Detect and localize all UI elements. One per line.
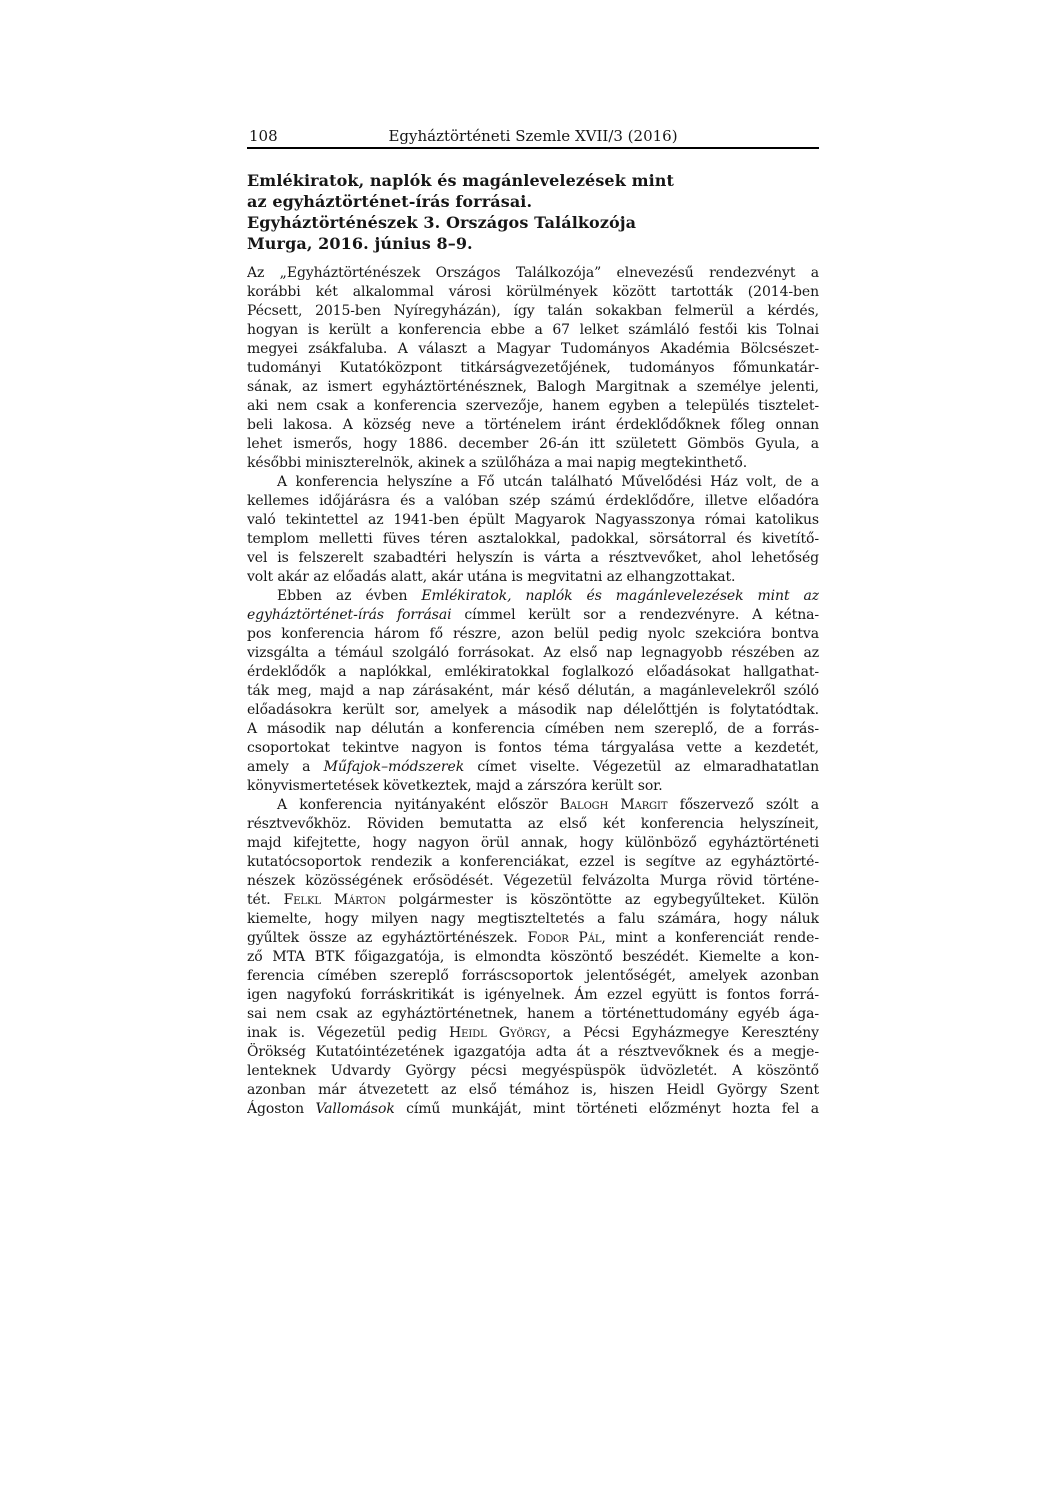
title-line: Murga, 2016. június 8–9. xyxy=(247,234,473,253)
paragraph xyxy=(247,473,819,587)
text-line: Örökség Kutatóintézetének igazgatója adta át a résztvevőknek és a megje- xyxy=(247,1044,819,1060)
text-line: majd kifejtette, hogy nagyon örül annak, hogy különböző egyháztörténeti xyxy=(247,835,819,851)
text-line: érdeklődők a naplókkal, emlékiratokkal foglalkozó előadásokat hallgathat- xyxy=(247,664,819,680)
article-title xyxy=(247,170,819,254)
text-line: tudományi Kutatóközpont titkárságvezetőjének, tudományos főmunkatár- xyxy=(247,360,819,376)
text-line: kutatócsoportok rendezik a konferenciákat, ezzel is segítve az egyháztörté- xyxy=(247,854,819,870)
text-line: kiemelte, hogy milyen nagy megtiszteltetés a falu számára, hogy náluk xyxy=(247,911,819,927)
text-line: korábbi két alkalommal városi körülmények között tartották (2014-ben xyxy=(247,284,819,300)
text-line: Ebben az évben Emlékiratok, naplók és magánlevelezések mint az xyxy=(277,588,819,604)
text-line: hogyan is került a konferencia ebbe a 67 lelket számláló festői kis Tolnai xyxy=(247,322,819,338)
text-line: való tekintettel az 1941-ben épült Magyarok Nagyasszonya római katolikus xyxy=(247,512,819,528)
text-line: lehet ismerős, hogy 1886. december 26-án itt született Gömbös Gyula, a xyxy=(247,436,819,452)
header-rule xyxy=(247,147,819,149)
text-line: sai nem csak az egyháztörténetnek, hanem a történettudomány egyéb ága- xyxy=(247,1006,819,1022)
text-line: lenteknek Udvardy György pécsi megyéspüspök üdvözletét. A köszöntő xyxy=(247,1063,819,1079)
text-line: tét. Felkl Márton polgármester is köszöntötte az egybegyűlteket. Külön xyxy=(247,892,819,908)
text-line: egyháztörténet-írás forrásai címmel került sor a rendezvényre. A kétna- xyxy=(247,607,819,623)
text-line: Pécsett, 2015-ben Nyíregyházán), így talán sokakban felmerül a kérdés, xyxy=(247,303,819,319)
text-line: gyűltek össze az egyháztörténészek. Fodor Pál, mint a konferenciát rende- xyxy=(247,930,819,946)
page-number: 108 xyxy=(249,127,278,145)
text-line: beli lakosa. A község neve a történelem iránt érdeklődőknek főleg onnan xyxy=(247,417,819,433)
text-line: A második nap délután a konferencia címében nem szereplő, de a forrás- xyxy=(247,721,819,737)
text-line: A konferencia helyszíne a Fő utcán található Művelődési Ház volt, de a xyxy=(277,474,819,490)
text-line: résztvevőkhöz. Röviden bemutatta az első két konferencia helyszíneit, xyxy=(247,816,819,832)
text-line: igen nagyfokú forráskritikát is igényelnek. Ám ezzel együtt is fontos forrá- xyxy=(247,987,819,1003)
title-line: Egyháztörténészek 3. Országos Találkozója xyxy=(247,213,637,232)
paragraph xyxy=(247,587,819,796)
text-line: könyvismertetések következtek, majd a zárszóra került sor. xyxy=(247,778,663,794)
page xyxy=(247,126,819,1119)
text-line: aki nem csak a konferencia szervezője, hanem egyben a település tisztelet- xyxy=(247,398,819,414)
text-line: nészek közösségének erősödését. Végezetül felvázolta Murga rövid történe- xyxy=(247,873,819,889)
text-line: amely a Műfajok–módszerek címet viselte. Végezetül az elmaradhatatlan xyxy=(247,759,819,775)
paragraph xyxy=(247,264,819,473)
text-line: későbbi miniszterelnök, akinek a szülőháza a mai napig megtekinthető. xyxy=(247,455,748,471)
text-line: azonban már átvezetett az első témához is, hiszen Heidl György Szent xyxy=(247,1082,819,1098)
title-line: Emlékiratok, naplók és magánlevelezések mint xyxy=(247,171,675,190)
text-line: ző MTA BTK főigazgatója, is elmondta köszöntő beszédét. Kiemelte a kon- xyxy=(247,949,819,965)
text-line: ferencia címében szereplő forráscsoportok jelentőségét, amelyek azonban xyxy=(247,968,819,984)
text-line: megyei zsákfaluba. A választ a Magyar Tudományos Akadémia Bölcsészet- xyxy=(247,341,819,357)
running-head xyxy=(247,126,819,146)
text-line: előadásokra került sor, amelyek a második nap délelőttjén is folytatódtak. xyxy=(247,702,819,718)
text-line: csoportokat tekintve nagyon is fontos téma tárgyalása vette a kezdetét, xyxy=(247,740,819,756)
text-line: templom melletti füves téren asztalokkal, padokkal, sörsátorral és kivetítő- xyxy=(247,531,819,547)
text-line: vizsgálta a témául szolgáló forrásokat. Az első nap legnagyobb részében az xyxy=(247,645,819,661)
journal-title: Egyháztörténeti Szemle XVII/3 (2016) xyxy=(388,127,678,145)
text-line: kellemes időjárásra és a valóban szép számú érdeklődőre, illetve előadóra xyxy=(247,493,819,509)
text-line: Ágoston Vallomások című munkáját, mint történeti előzményt hozta fel a xyxy=(247,1101,819,1117)
paragraph xyxy=(247,796,819,1119)
text-line: A konferencia nyitányaként először Balogh Margit főszervező szólt a xyxy=(277,797,819,813)
article-body xyxy=(247,264,819,1119)
text-line: inak is. Végezetül pedig Heidl György, a Pécsi Egyházmegye Keresztény xyxy=(247,1025,819,1041)
text-line: ták meg, majd a nap zárásaként, már késő délután, a magánlevelekről szóló xyxy=(247,683,819,699)
text-line: pos konferencia három fő részre, azon belül pedig nyolc szekcióra bontva xyxy=(247,626,819,642)
text-line: vel is felszerelt szabadtéri helyszín is várta a résztvevőket, ahol lehetőség xyxy=(247,550,819,566)
title-line: az egyháztörténet-írás forrásai. xyxy=(247,192,533,211)
text-line: sának, az ismert egyháztörténésznek, Balogh Margitnak a személye jelenti, xyxy=(247,379,819,395)
text-line: volt akár az előadás alatt, akár utána is megvitatni az elhangzottakat. xyxy=(247,569,736,585)
text-line: Az „Egyháztörténészek Országos Találkozója” elnevezésű rendezvényt a xyxy=(247,265,819,281)
